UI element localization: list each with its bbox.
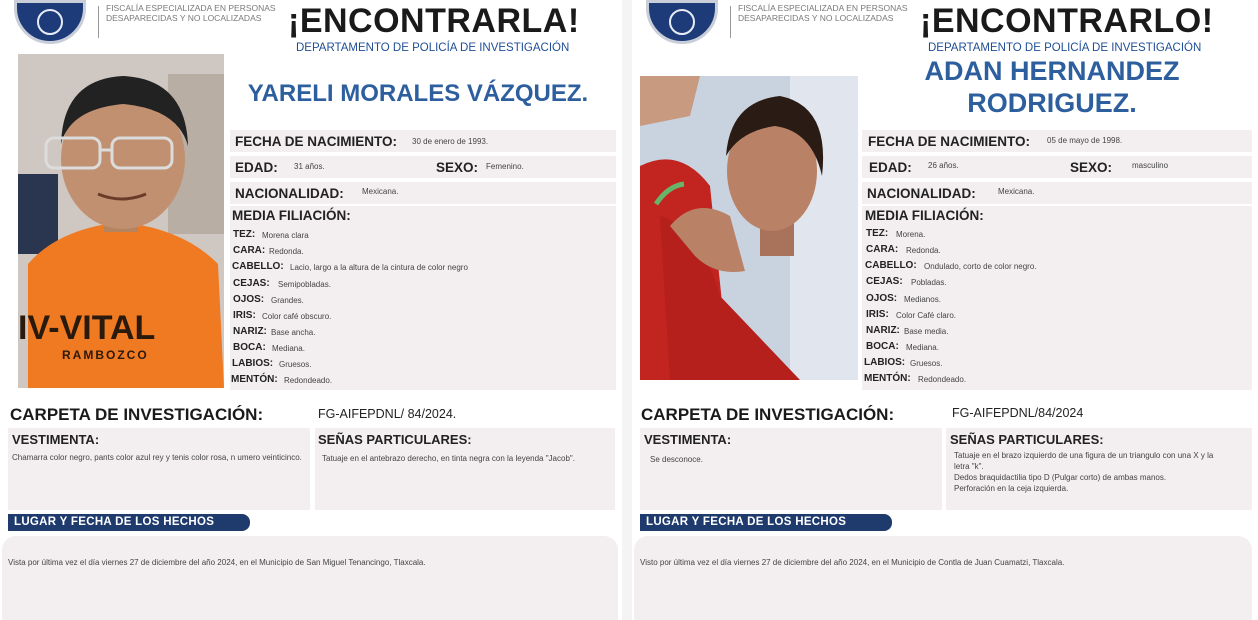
- clothing-label: VESTIMENTA:: [644, 432, 732, 447]
- attribute-value: Medianos.: [904, 295, 941, 304]
- attribute-value: Grandes.: [271, 296, 304, 305]
- clothing-description: Se desconoce.: [650, 455, 703, 464]
- attribute-value: Ondulado, corto de color negro.: [924, 262, 1037, 271]
- attribute-value: Redondeado.: [284, 376, 333, 385]
- header-divider: [98, 6, 99, 38]
- person-name-line-1: ADAN HERNANDEZ: [924, 56, 1180, 86]
- distinguishing-mark-line: Tatuaje en el brazo izquierdo de una figura de un triangulo con una X y la: [954, 451, 1214, 460]
- case-file-label: CARPETA DE INVESTIGACIÓN:: [641, 405, 895, 424]
- distinguishing-mark-line: Dedos braquidactilia tipo D (Pulgar corto) de ambas manos.: [954, 473, 1167, 482]
- attribute-label: OJOS:: [233, 294, 265, 305]
- distinguishing-marks-description: Tatuaje en el antebrazo derecho, en tinta negra con la leyenda "Jacob".: [322, 454, 575, 463]
- attribute-label: BOCA:: [866, 341, 899, 352]
- attribute-value: Redonda.: [906, 246, 941, 255]
- nationality-label: NACIONALIDAD:: [235, 186, 344, 201]
- attribute-label: MENTÓN:: [231, 374, 278, 385]
- dob-label: FECHA DE NACIMIENTO:: [235, 134, 397, 149]
- person-name: YARELI MORALES VÁZQUEZ.: [247, 80, 589, 107]
- missing-person-poster-left: [0, 0, 622, 620]
- poster-divider: [622, 0, 632, 620]
- distinguishing-marks-label: SEÑAS PARTICULARES:: [950, 432, 1104, 447]
- attribute-label: NARIZ:: [866, 325, 900, 336]
- place-date-description: Visto por última vez el día viernes 27 de diciembre del año 2024, en el Municipio de Contla de Juan Cuamatzi, Tlaxcala.: [640, 558, 1065, 567]
- case-file-number: FG-AIFEPDNL/84/2024: [952, 406, 1084, 420]
- physical-description-label: MEDIA FILIACIÓN:: [232, 208, 351, 223]
- nationality-label: NACIONALIDAD:: [867, 186, 976, 201]
- attribute-value: Color café obscuro.: [262, 312, 332, 321]
- place-date-description: Vista por última vez el día viernes 27 de diciembre del año 2024, en el Municipio de San Miguel Tenancingo, Tlaxcala.: [8, 558, 426, 567]
- person-name-line-2: RODRIGUEZ.: [967, 88, 1137, 118]
- attribute-value: Color Café claro.: [896, 311, 957, 320]
- missing-person-poster-right: [632, 0, 1254, 620]
- attribute-label: NARIZ:: [233, 326, 267, 337]
- attribute-label: LABIOS:: [232, 358, 274, 369]
- person-photo: [18, 54, 224, 388]
- place-date-banner: LUGAR Y FECHA DE LOS HECHOS: [8, 514, 250, 531]
- attribute-value: Redonda.: [269, 247, 304, 256]
- sex-value: masculino: [1132, 161, 1169, 170]
- person-name: [882, 55, 1222, 119]
- attribute-value: Morena clara: [262, 231, 309, 240]
- place-date-banner: LUGAR Y FECHA DE LOS HECHOS: [640, 514, 892, 531]
- attribute-value: Lacio, largo a la altura de la cintura de color negro: [290, 263, 468, 272]
- place-date-box: [2, 536, 618, 620]
- attribute-value: Pobladas.: [911, 278, 947, 287]
- attribute-value: Redondeado.: [918, 375, 967, 384]
- age-value: 26 años.: [928, 161, 959, 170]
- distinguishing-mark-line: letra "k".: [954, 462, 984, 471]
- age-sex-row: [862, 156, 1252, 178]
- agency-name: FISCALÍA ESPECIALIZADA EN PERSONAS DESAPARECIDAS Y NO LOCALIZADAS: [738, 3, 908, 23]
- department: DEPARTAMENTO DE POLICÍA DE INVESTIGACIÓN: [928, 42, 1202, 54]
- sex-label: SEXO:: [1070, 160, 1113, 175]
- age-label: EDAD:: [869, 160, 912, 175]
- attribute-label: TEZ:: [866, 228, 889, 239]
- person-photo: [640, 76, 858, 380]
- physical-description-label: MEDIA FILIACIÓN:: [865, 208, 984, 223]
- attribute-label: TEZ:: [233, 229, 256, 240]
- attribute-label: IRIS:: [866, 309, 889, 320]
- age-sex-row: [230, 156, 616, 178]
- sex-label: SEXO:: [436, 160, 479, 175]
- attribute-label: IRIS:: [233, 310, 256, 321]
- case-file-number: FG-AIFEPDNL/ 84/2024.: [318, 407, 457, 421]
- headline: ¡ENCONTRARLO!: [920, 2, 1214, 40]
- dob-value: 30 de enero de 1993.: [412, 137, 489, 146]
- dob-value: 05 de mayo de 1998.: [1047, 136, 1123, 145]
- attribute-label: CEJAS:: [233, 278, 270, 289]
- dob-label: FECHA DE NACIMIENTO:: [868, 134, 1030, 149]
- svg-text:RAMBOZCO: RAMBOZCO: [62, 348, 149, 362]
- agency-seal-logo: [646, 0, 718, 44]
- nationality-value: Mexicana.: [998, 187, 1035, 196]
- clothing-label: VESTIMENTA:: [12, 432, 100, 447]
- attribute-label: MENTÓN:: [864, 373, 911, 384]
- attribute-label: LABIOS:: [864, 357, 906, 368]
- attribute-label: CABELLO:: [865, 260, 917, 271]
- attribute-value: Morena.: [896, 230, 926, 239]
- attribute-value: Mediana.: [906, 343, 939, 352]
- attribute-value: Gruesos.: [910, 359, 943, 368]
- place-date-box: [634, 536, 1252, 620]
- attribute-label: OJOS:: [866, 293, 898, 304]
- headline: ¡ENCONTRARLA!: [288, 2, 580, 40]
- attribute-label: CEJAS:: [866, 276, 903, 287]
- attribute-value: Base media.: [904, 327, 949, 336]
- attribute-value: Mediana.: [272, 344, 305, 353]
- agency-seal-logo: [14, 0, 86, 44]
- agency-name: FISCALÍA ESPECIALIZADA EN PERSONAS DESAPARECIDAS Y NO LOCALIZADAS: [106, 3, 276, 23]
- department: DEPARTAMENTO DE POLICÍA DE INVESTIGACIÓN: [296, 42, 570, 54]
- clothing-description: Chamarra color negro, pants color azul rey y tenis color rosa, n umero veinticinco.: [12, 453, 302, 462]
- attribute-value: Base ancha.: [271, 328, 316, 337]
- attribute-label: BOCA:: [233, 342, 266, 353]
- attribute-value: Gruesos.: [279, 360, 312, 369]
- attribute-value: Semipobladas.: [278, 280, 331, 289]
- sex-value: Femenino.: [486, 162, 524, 171]
- attribute-label: CABELLO:: [232, 261, 284, 272]
- attribute-label: CARA:: [866, 244, 899, 255]
- attribute-label: CARA:: [233, 245, 266, 256]
- case-file-label: CARPETA DE INVESTIGACIÓN:: [10, 405, 264, 424]
- distinguishing-mark-line: Perforación en la ceja izquierda.: [954, 484, 1069, 493]
- distinguishing-marks-label: SEÑAS PARTICULARES:: [318, 432, 472, 447]
- age-value: 31 años.: [294, 162, 325, 171]
- nationality-value: Mexicana.: [362, 187, 399, 196]
- svg-text:IV-VITAL: IV-VITAL: [18, 309, 156, 347]
- distinguishing-marks-description: [954, 450, 1248, 494]
- header-divider: [730, 6, 731, 38]
- age-label: EDAD:: [235, 160, 278, 175]
